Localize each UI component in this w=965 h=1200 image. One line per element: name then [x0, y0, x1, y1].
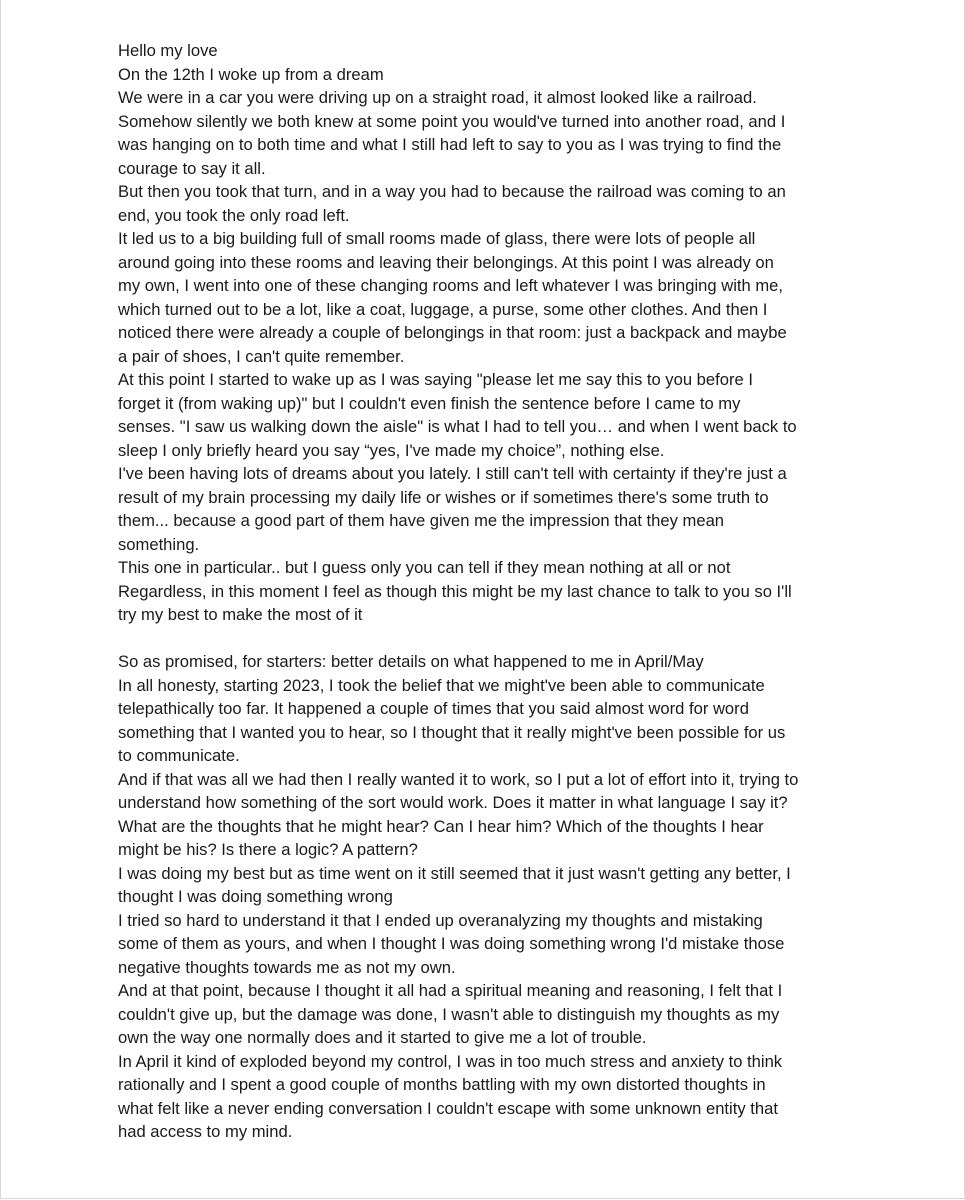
text-line: forget it (from waking up)" but I couldn't even finish the sentence before I came to my [118, 393, 741, 413]
text-line: I've been having lots of dreams about you lately. I still can't tell with certainty if they're just a [118, 464, 787, 483]
text-line: It led us to a big building full of small rooms made of glass, there were lots of people all [118, 229, 756, 248]
text-line: I tried so hard to understand it that I ended up overanalyzing my thoughts and mistaking [118, 910, 763, 930]
text-line: At this point I started to wake up as I was saying "please let me say this to you before I [118, 370, 753, 389]
text-line: So as promised, for starters: better details on what happened to me in April/May [118, 652, 704, 671]
text-line: them... because a good part of them have given me the impression that they mean [118, 511, 725, 530]
text-line: I was doing my best but as time went on it still seemed that it just wasn't getting any better, I [118, 863, 791, 883]
text-line: own the way one normally does and it started to give me a lot of trouble. [118, 1028, 647, 1047]
text-line: telepathically too far. It happened a couple of times that you said almost word for word [118, 699, 749, 718]
text-line: a pair of shoes, I can't quite remember. [118, 346, 405, 366]
letter-body [118, 39, 848, 1144]
text-line: couldn't give up, but the damage was done, I wasn't able to distinguish my thoughts as my [118, 1004, 780, 1024]
text-line: What are the thoughts that he might hear? Can I hear him? Which of the thoughts I hear [118, 816, 764, 836]
text-line: We were in a car you were driving up on a straight road, it almost looked like a railroad. [118, 88, 757, 107]
text-line: And at that point, because I thought it all had a spiritual meaning and reasoning, I felt that I [118, 981, 783, 1000]
text-line: some of them as yours, and when I thought I was doing something wrong I'd mistake those [118, 934, 785, 953]
text-line: sleep I only briefly heard you say “yes, I've made my choice”, nothing else. [118, 440, 665, 460]
text-line: In all honesty, starting 2023, I took the belief that we might've been able to communicate [118, 675, 765, 695]
text-line: Regardless, in this moment I feel as though this might be my last chance to talk to you so I'll [118, 581, 792, 601]
blank-line [118, 627, 848, 651]
text-line: end, you took the only road left. [118, 205, 350, 225]
text-line: In April it kind of exploded beyond my control, I was in too much stress and anxiety to think [118, 1051, 783, 1071]
text-line: Somehow silently we both knew at some point you would've turned into another road, and I [118, 111, 786, 131]
text-line: around going into these rooms and leaving their belongings. At this point I was already on [118, 252, 774, 272]
text-line: understand how something of the sort would work. Does it matter in what language I say it? [118, 793, 788, 812]
text-line: noticed there were already a couple of belongings in that room: just a backpack and maybe [118, 323, 787, 342]
text-line: to communicate. [118, 746, 240, 765]
text-line: result of my brain processing my daily life or wishes or if sometimes there's some truth to [118, 487, 769, 507]
text-line: senses. "I saw us walking down the aisle" is what I had to tell you… and when I went back to [118, 417, 797, 436]
text-line: had access to my mind. [118, 1122, 293, 1141]
text-line: rationally and I spent a good couple of months battling with my own distorted thoughts in [118, 1075, 766, 1094]
text-line: might be his? Is there a logic? A pattern? [118, 840, 418, 859]
text-line: what felt like a never ending conversation I couldn't escape with some unknown entity that [118, 1098, 778, 1118]
text-line: was hanging on to both time and what I still had left to say to you as I was trying to find the [118, 135, 782, 154]
text-line: And if that was all we had then I really wanted it to work, so I put a lot of effort into it, trying to [118, 769, 799, 789]
text-line: This one in particular.. but I guess only you can tell if they mean nothing at all or not [118, 558, 731, 577]
text-line: try my best to make the most of it [118, 605, 363, 624]
text-line: which turned out to be a lot, like a coat, luggage, a purse, some other clothes. And then I [118, 299, 768, 319]
text-line: negative thoughts towards me as not my own. [118, 957, 456, 977]
text-line: But then you took that turn, and in a way you had to because the railroad was coming to an [118, 182, 786, 201]
text-line: something that I wanted you to hear, so I thought that it really might've been possible for us [118, 722, 786, 742]
text-line: Hello my love [118, 41, 218, 60]
text-line: thought I was doing something wrong [118, 887, 393, 906]
text-line: something. [118, 534, 200, 554]
text-line: courage to say it all. [118, 158, 266, 178]
text-line: On the 12th I woke up from a dream [118, 64, 384, 84]
text-line: my own, I went into one of these changing rooms and left whatever I was bringing with me, [118, 276, 784, 295]
